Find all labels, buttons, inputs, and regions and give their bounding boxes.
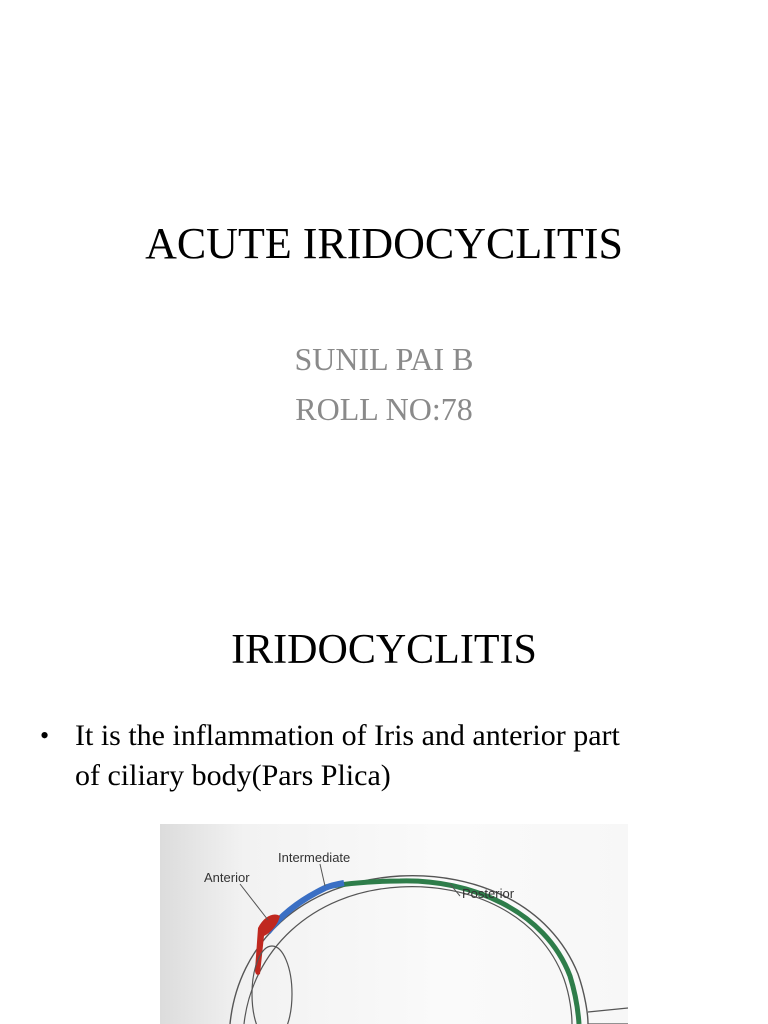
bullet-line-2: of ciliary body(Pars Plica): [75, 759, 391, 792]
posterior-label: Posterior: [462, 886, 515, 901]
intermediate-leader-line: [320, 864, 325, 886]
uveitis-anatomy-figure: [160, 824, 628, 1024]
posterior-uvea-band: [325, 881, 579, 1024]
presentation-title: ACUTE IRIDOCYCLITIS: [145, 219, 623, 268]
roll-number: ROLL NO:78: [295, 391, 473, 427]
sclera-outline: [230, 876, 588, 1024]
intermediate-label: Intermediate: [278, 850, 351, 865]
bullet-line-1: It is the inflammation of Iris and anterior part: [75, 719, 620, 752]
content-slide: [0, 560, 768, 1024]
bullet-item: [38, 716, 738, 796]
bullet-dot-icon: •: [40, 721, 50, 750]
optic-nerve-outline: [588, 1008, 628, 1024]
bullet-list: [38, 716, 738, 796]
slide-title: IRIDOCYCLITIS: [231, 627, 537, 673]
author-name: SUNIL PAI B: [294, 341, 474, 377]
eye-diagram: [160, 824, 628, 1024]
anterior-leader-line: [240, 884, 268, 920]
anterior-uvea-shape: [255, 915, 280, 975]
presentation-subtitle: [0, 334, 768, 434]
anterior-label: Anterior: [204, 870, 250, 885]
